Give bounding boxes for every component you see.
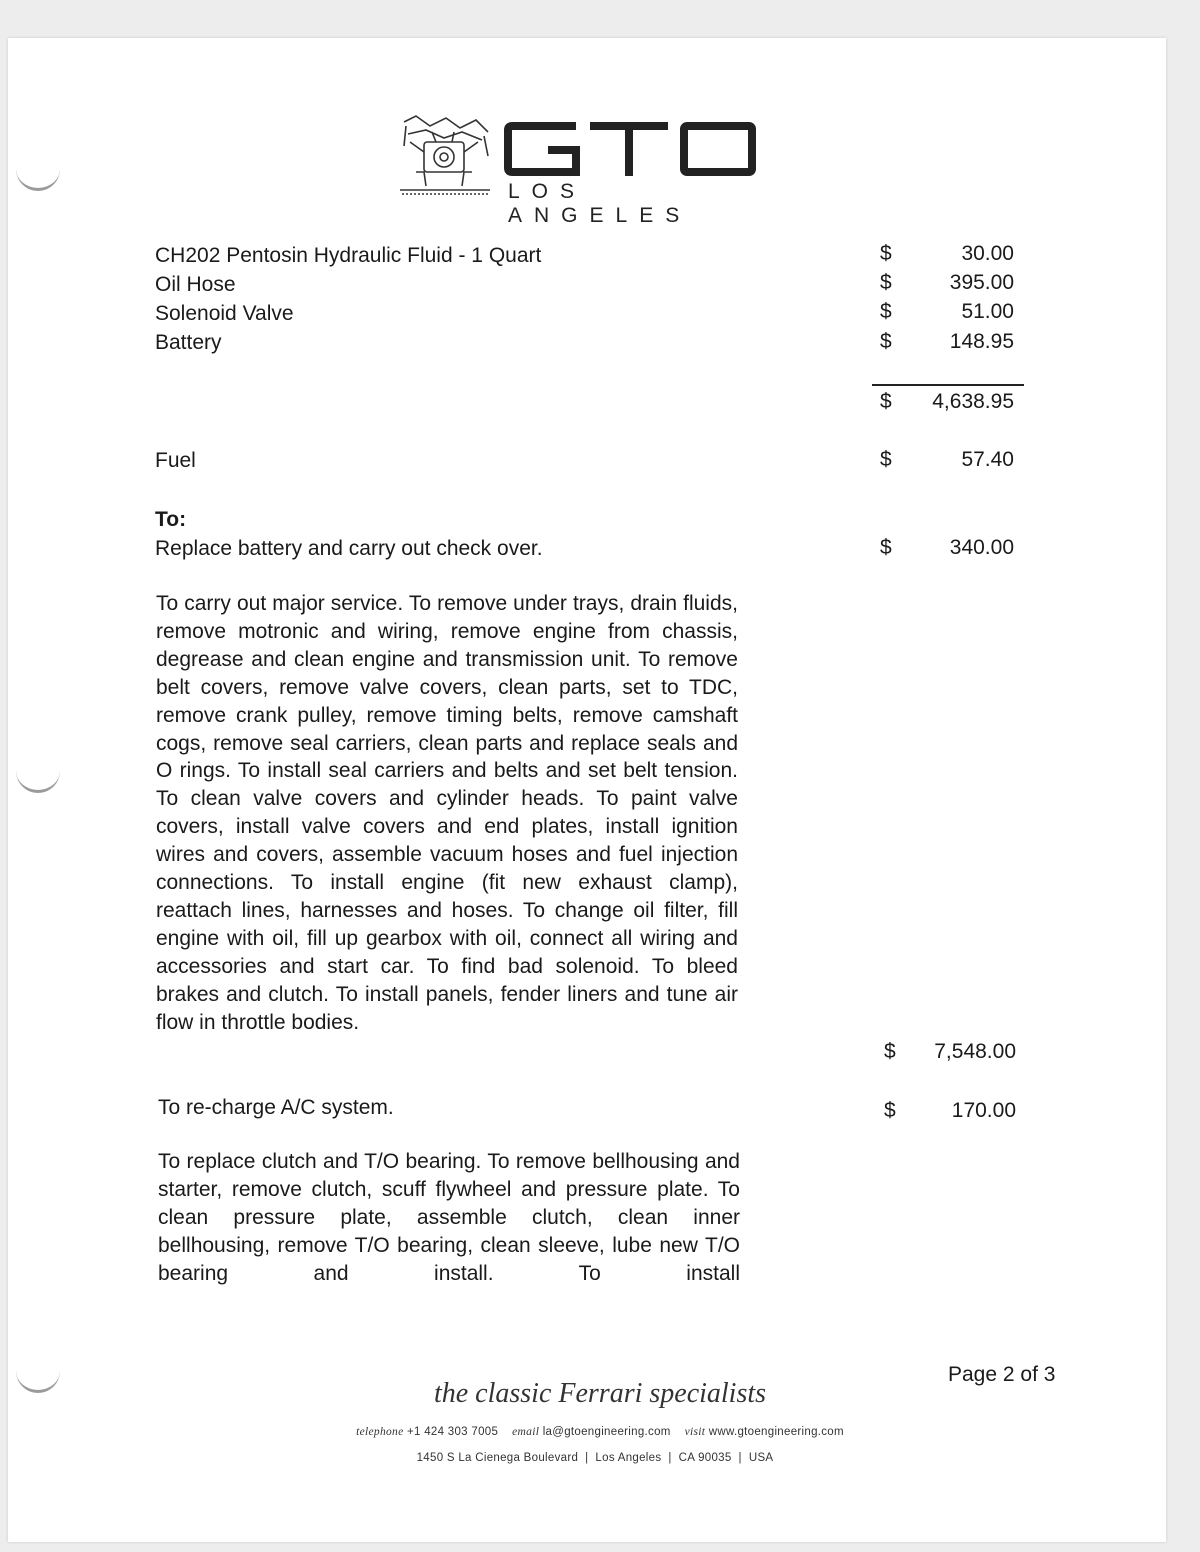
contact-line (0, 1426, 1200, 1438)
part-amount: 51.00 (961, 300, 1014, 323)
email-label: email (512, 1426, 540, 1438)
page-number: Page 2 of 3 (948, 1363, 1056, 1386)
labour-description: To replace clutch and T/O bearing. To remove bellhousing and starter, remove clutch, scuff flywheel and pressure plate. To clean pressure plate, assemble clutch, clean inner bellhousing, remove T/O bearing, clean sleeve, lube new T/O bearing and install. To install (158, 1150, 740, 1285)
fuel-description: Fuel (155, 449, 196, 472)
address: 1450 S La Cienega Boulevard | Los Angeles | CA 90035 | USA (416, 1452, 774, 1464)
visit-label: visit (684, 1426, 706, 1438)
currency-symbol: $ (880, 271, 892, 294)
labour-description: To carry out major service. To remove under trays, drain fluids, remove motronic and wiring, remove engine from chassis, degrease and clean engine and transmission unit. To remove belt covers, remove valve covers, clean parts, set to TDC, remove crank pulley, remove timing belts, remove camshaft cogs, remove seal carriers, clean parts and replace seals and O rings. To install seal carriers and belts and set belt tension. To clean valve covers and cylinder heads. To paint valve covers, install valve covers and end plates, install ignition wires and covers, assemble vacuum hoses and fuel injection connections. To install engine (fit new exhaust clamp), reattach lines, harnesses and hoses. To change oil filter, fill engine with oil, fill up gearbox with oil, connect all wiring and accessories and start car. To find bad solenoid. To bleed brakes and clutch. To install panels, fender liners and tune air flow in throttle bodies. (156, 592, 738, 1034)
currency-symbol: $ (880, 390, 892, 413)
labour-amount: 340.00 (949, 536, 1014, 559)
parts-total-amount: 4,638.95 (932, 390, 1014, 413)
gto-lettermark (504, 120, 756, 178)
website: www.gtoengineering.com (708, 1426, 844, 1438)
part-amount: 395.00 (949, 271, 1014, 294)
part-amount: 148.95 (949, 330, 1014, 353)
part-description: Battery (155, 331, 222, 354)
labour-heading: To: (155, 508, 187, 531)
labour-amount: 170.00 (951, 1099, 1016, 1122)
currency-symbol: $ (880, 330, 892, 353)
labour-description: Replace battery and carry out check over. (155, 537, 543, 560)
total-rule (872, 384, 1024, 386)
telephone-label: telephone (356, 1426, 404, 1438)
part-amount: 30.00 (961, 242, 1014, 265)
part-description: CH202 Pentosin Hydraulic Fluid - 1 Quart (155, 244, 542, 267)
telephone: +1 424 303 7005 (407, 1426, 499, 1438)
engine-illustration-icon (396, 112, 494, 202)
currency-symbol: $ (884, 1099, 896, 1122)
currency-symbol: $ (880, 448, 892, 471)
tagline: the classic Ferrari specialists (433, 1378, 767, 1409)
location-text: LOS ANGELES (508, 180, 692, 227)
currency-symbol: $ (880, 300, 892, 323)
labour-description: To re-charge A/C system. (158, 1096, 394, 1119)
currency-symbol: $ (880, 242, 892, 265)
currency-symbol: $ (884, 1040, 896, 1063)
currency-symbol: $ (880, 536, 892, 559)
fuel-amount: 57.40 (961, 448, 1014, 471)
labour-amount: 7,548.00 (934, 1040, 1016, 1063)
email: la@gtoengineering.com (542, 1426, 671, 1438)
gto-logo (396, 112, 766, 227)
part-description: Solenoid Valve (155, 302, 294, 325)
part-description: Oil Hose (155, 273, 236, 296)
